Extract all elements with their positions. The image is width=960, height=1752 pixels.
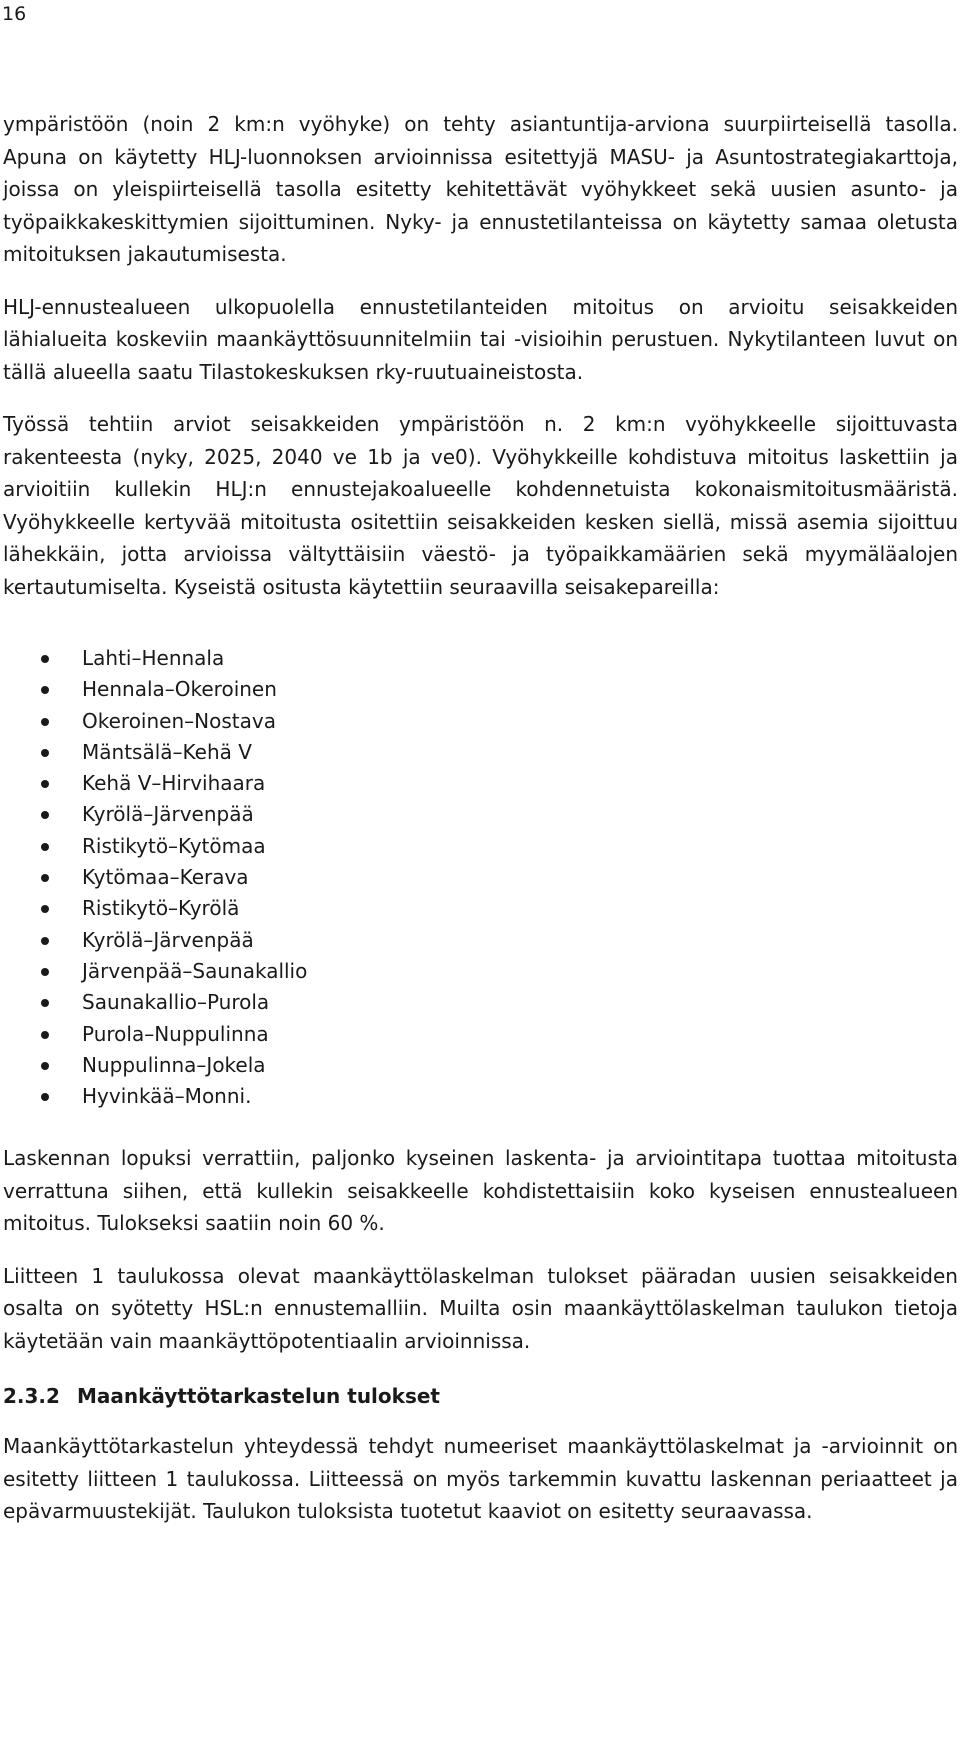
bullet-icon: [41, 1093, 49, 1101]
list-item-label: Purola–Nuppulinna: [82, 1021, 269, 1046]
list-item-label: Hennala–Okeroinen: [82, 677, 277, 702]
page-number: 16: [2, 3, 27, 25]
list-item: [3, 643, 958, 674]
list-item-label: Ristikytö–Kytömaa: [82, 833, 266, 858]
bullet-icon: [41, 905, 49, 913]
bullet-icon: [41, 655, 49, 663]
list-item: [3, 768, 958, 799]
bullet-icon: [41, 780, 49, 788]
section-number: 2.3.2: [3, 1384, 60, 1409]
bullet-icon: [41, 749, 49, 757]
list-item: [3, 862, 958, 893]
list-item: [3, 925, 958, 956]
bullet-icon: [41, 811, 49, 819]
list-item: [3, 1081, 958, 1112]
list-item: [3, 1019, 958, 1050]
list-item-label: Okeroinen–Nostava: [82, 708, 276, 733]
bullet-icon: [41, 874, 49, 882]
list-item: [3, 831, 958, 862]
section-title: Maankäyttötarkastelun tulokset: [77, 1384, 440, 1409]
list-item: [3, 799, 958, 830]
list-item-label: Nuppulinna–Jokela: [82, 1052, 266, 1077]
list-item-label: Kehä V–Hirvihaara: [82, 771, 266, 796]
list-item: [3, 674, 958, 705]
bullet-icon: [41, 718, 49, 726]
list-item-label: Saunakallio–Purola: [82, 990, 270, 1015]
document-body: [3, 108, 958, 1528]
list-item-label: Mäntsälä–Kehä V: [82, 739, 252, 764]
section-heading: [3, 1380, 958, 1412]
list-item-label: Järvenpää–Saunakallio: [82, 958, 308, 983]
list-item-label: Lahti–Hennala: [82, 646, 225, 670]
bullet-icon: [41, 968, 49, 976]
list-item-label: Hyvinkää–Monni.: [82, 1084, 252, 1109]
list-item-label: Kytömaa–Kerava: [82, 865, 249, 890]
bullet-icon: [41, 937, 49, 945]
list-item-label: Ristikytö–Kyrölä: [82, 896, 240, 921]
paragraph: ympäristöön (noin 2 km:n vyöhyke) on tehty asiantuntija-arviona suurpiirteisellä tasolla. Apuna on käytetty HLJ-luonnoksen arvioinnissa esitettyjä MASU- ja Asuntostrategiakarttoja, joissa on yleispiirteisellä tasolla esitetty kehitettävät vyöhykkeet sekä uusien asunto- ja työpaikkakeskittymien sijoittuminen. Nyky- ja ennustetilanteissa on käytetty samaa oletusta mitoituksen jakautumisesta.: [3, 112, 958, 266]
list-item: [3, 706, 958, 737]
list-item: [3, 737, 958, 768]
list-item-label: Kyrölä–Järvenpää: [82, 802, 254, 827]
list-item-label: Kyrölä–Järvenpää: [82, 927, 254, 952]
list-item: [3, 956, 958, 987]
bullet-icon: [41, 999, 49, 1007]
paragraph: Maankäyttötarkastelun yhteydessä tehdyt numeeriset maankäyttölaskelmat ja -arvioinnit on esitetty liitteen 1 taulukossa. Liitteessä on myös tarkemmin kuvattu laskennan periaatteet ja epävarmuustekijät. Taulukon tuloksista tuotetut kaaviot on esitetty seuraavassa.: [3, 1434, 958, 1524]
paragraph: Liitteen 1 taulukossa olevat maankäyttölaskelman tulokset pääradan uusien seisakkeiden osalta on syötetty HSL:n ennustemalliin. Muilta osin maankäyttölaskelman taulukon tietoja käytetään vain maankäyttöpotentiaalin arvioinnissa.: [3, 1263, 958, 1353]
list-item: [3, 987, 958, 1018]
bullet-icon: [41, 1062, 49, 1070]
paragraph: Työssä tehtiin arviot seisakkeiden ympäristöön n. 2 km:n vyöhykkeelle sijoittuvasta rakenteesta (nyky, 2025, 2040 ve 1b ja ve0). Vyöhykkeille kohdistuva mitoitus laskettiin ja arvioitiin kullekin HLJ:n ennustejakoalueelle kohdennetuista kokonaismitoitusmääristä. Vyöhykkeelle kertyvää mitoitusta ositettiin seisakkeiden kesken siellä, missä asemia sijoittuu lähekkäin, jotta arvioissa vältyttäisiin väestö- ja työpaikkamäärien sekä myymäläalojen kertautumiselta. Kyseistä ositusta käytettiin seuraavilla seisakepareilla:: [3, 412, 958, 599]
bullet-icon: [41, 686, 49, 694]
bullet-icon: [41, 1031, 49, 1039]
station-pair-list: [3, 643, 958, 1112]
bullet-icon: [41, 843, 49, 851]
list-item: [3, 1050, 958, 1081]
list-item: [3, 893, 958, 924]
paragraph: Laskennan lopuksi verrattiin, paljonko kyseinen laskenta- ja arviointitapa tuottaa mitoitusta verrattuna siihen, että kullekin seisakkeelle kohdistettaisiin koko kyseisen ennustealueen mitoitus. Tulokseksi saatiin noin 60 %.: [3, 1146, 958, 1236]
paragraph: HLJ-ennustealueen ulkopuolella ennustetilanteiden mitoitus on arvioitu seisakkeiden lähialueita koskeviin maankäyttösuunnitelmiin tai -visioihin perustuen. Nykytilanteen luvut on tällä alueella saatu Tilastokeskuksen rky-ruutuaineistosta.: [3, 294, 958, 384]
